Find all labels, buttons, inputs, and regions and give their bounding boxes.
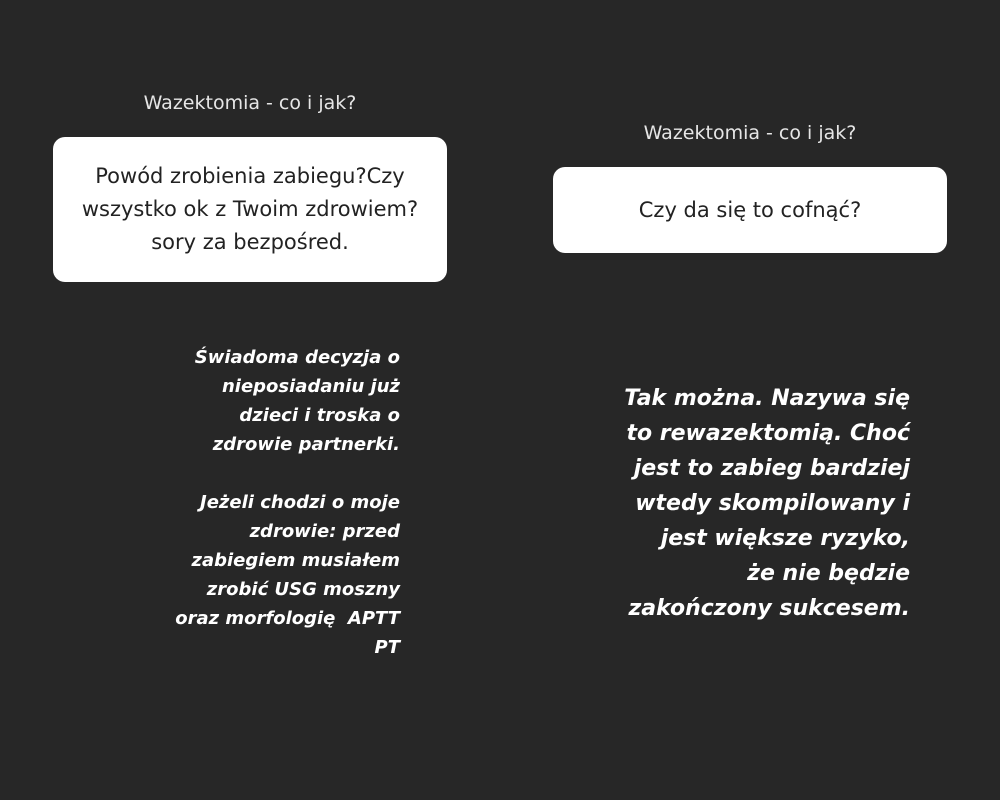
question-box-header: Wazektomia - co i jak?: [143, 92, 357, 114]
answer-line: zabiegiem musiałem: [191, 550, 400, 571]
question-card: [53, 137, 447, 282]
answer-text: [150, 343, 400, 662]
answer-paragraph-2: [150, 488, 400, 662]
answer-line: dzieci i troska o: [239, 405, 400, 426]
story-panel-right: [500, 0, 1000, 800]
answer-line: zrobić USG moszny: [206, 579, 400, 600]
question-box-header: Wazektomia - co i jak?: [643, 122, 857, 144]
answer-line: jest większe ryzyko,: [660, 526, 910, 551]
answer-line: oraz morfologię APTT: [175, 608, 400, 629]
question-text: Powód zrobienia zabiegu?Czy wszystko ok z Twoim zdrowiem?sory za bezpośred.: [81, 164, 419, 254]
question-card: [553, 167, 947, 253]
answer-line: nieposiadaniu już: [221, 376, 400, 397]
answer-line: zdrowie: przed: [249, 521, 400, 542]
paragraph-spacer: [150, 459, 400, 488]
answer-line: Świadoma decyzja o: [194, 347, 400, 368]
answer-line: wtedy skompilowany i: [635, 491, 910, 516]
answer-line: że nie będzie: [747, 561, 910, 586]
answer-line: PT: [374, 637, 400, 658]
answer-text: [600, 381, 910, 626]
answer-paragraph-1: [150, 343, 400, 459]
answer-line: zakończony sukcesem.: [628, 596, 910, 621]
answer-line: jest to zabieg bardziej: [633, 456, 910, 481]
answer-line: to rewazektomią. Choć: [626, 421, 910, 446]
answer-line: Tak można. Nazywa się: [624, 386, 910, 411]
answer-line: Jeżeli chodzi o moje: [200, 492, 400, 513]
question-text: Czy da się to cofnąć?: [638, 197, 862, 222]
answer-line: zdrowie partnerki.: [212, 434, 400, 455]
